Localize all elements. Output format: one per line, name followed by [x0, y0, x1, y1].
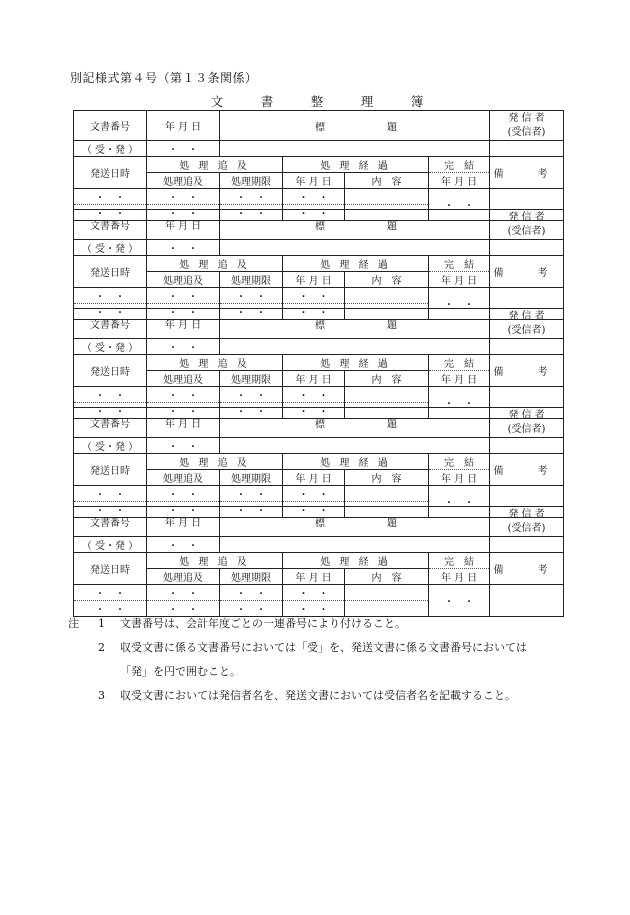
note-lead: 注 [68, 617, 79, 630]
tracking-date-value: ・ ・ [147, 387, 220, 403]
deadline-header: 処理期限 [220, 371, 283, 387]
sender-value [490, 141, 564, 157]
tracking-sub-header: 処理追及 [147, 371, 220, 387]
receiver-label: (受信者) [507, 225, 546, 237]
sender-header [490, 309, 564, 339]
title-char-b: 題 [387, 122, 397, 133]
process-history-header: 処 理 経 過 [283, 553, 429, 569]
remarks-header: 備 考 [490, 553, 564, 585]
history-date-value: ・ ・ [283, 304, 345, 320]
tracking-header: 処 理 追 及 [147, 454, 283, 470]
date-value: ・ ・ [147, 438, 220, 454]
tracking-sub-header: 処理追及 [147, 569, 220, 585]
sender-value [490, 339, 564, 355]
sender-label: 発 信 者 [508, 212, 545, 223]
tracking-date-value: ・ ・ [147, 502, 220, 518]
deadline-header: 処理期限 [220, 173, 283, 189]
note-3 [68, 684, 588, 708]
note-text: 「発」を円で囲むこと。 [120, 665, 241, 678]
deadline-date-value: ・ ・ [220, 502, 283, 518]
doc-number-header: 文書番号 [74, 111, 147, 141]
complete-date-header: 年 月 日 [429, 371, 490, 387]
tracking-date-value: ・ ・ [147, 288, 220, 304]
complete-date-value: ・ ・ [429, 387, 490, 419]
register-table [73, 308, 564, 419]
history-date-value: ・ ・ [283, 387, 345, 403]
sender-label: 発 信 者 [508, 311, 545, 322]
dispatch-date-value: ・ ・ [74, 403, 147, 419]
sender-header [490, 507, 564, 537]
history-date-value: ・ ・ [283, 601, 345, 617]
tracking-date-value: ・ ・ [147, 601, 220, 617]
register-block [73, 506, 563, 617]
complete-date-header: 年 月 日 [429, 173, 490, 189]
date-header: 年 月 日 [147, 507, 220, 537]
process-history-header: 処 理 経 過 [283, 256, 429, 272]
complete-date-header: 年 月 日 [429, 569, 490, 585]
receiver-label: (受信者) [507, 126, 546, 138]
doc-number-header: 文書番号 [74, 309, 147, 339]
tracking-date-value: ・ ・ [147, 403, 220, 419]
content-header: 内 容 [345, 272, 429, 288]
content-value [345, 486, 429, 502]
sender-label: 発 信 者 [508, 410, 545, 421]
register-block [73, 209, 563, 320]
history-date-value: ・ ・ [283, 205, 345, 221]
note-text: 文書番号は、会計年度ごとの一連番号により付けること。 [120, 617, 406, 630]
title-char: 簿 [410, 94, 424, 109]
tracking-header: 処 理 追 及 [147, 355, 283, 371]
content-value [345, 288, 429, 304]
remarks-header: 備 考 [490, 454, 564, 486]
title-char: 文 [210, 94, 224, 109]
doc-number-header: 文書番号 [74, 210, 147, 240]
note-number [98, 660, 120, 684]
history-date-value: ・ ・ [283, 189, 345, 205]
dispatch-date-value: ・ ・ [74, 387, 147, 403]
note-2-continued [68, 660, 588, 684]
receive-send-mark: （ 受・発 ） [74, 339, 147, 355]
register-block [73, 308, 563, 419]
complete-date-value: ・ ・ [429, 585, 490, 617]
dispatch-date-value: ・ ・ [74, 288, 147, 304]
title-char-a: 標 [315, 518, 325, 529]
title-char-a: 標 [315, 221, 325, 232]
register-table [73, 506, 564, 617]
note-number: 2 [98, 641, 105, 654]
dispatch-datetime-header: 発送日時 [74, 454, 147, 486]
complete-date-value: ・ ・ [429, 486, 490, 518]
dispatch-datetime-header: 発送日時 [74, 553, 147, 585]
dispatch-date-value: ・ ・ [74, 189, 147, 205]
deadline-header: 処理期限 [220, 470, 283, 486]
title-header [220, 507, 490, 537]
title-char: 書 [260, 94, 274, 109]
tracking-date-value: ・ ・ [147, 304, 220, 320]
tracking-sub-header: 処理追及 [147, 272, 220, 288]
receiver-label: (受信者) [507, 423, 546, 435]
history-date-header: 年 月 日 [283, 470, 345, 486]
sender-value [490, 537, 564, 553]
dispatch-datetime-header: 発送日時 [74, 157, 147, 189]
date-header: 年 月 日 [147, 309, 220, 339]
register-table [73, 110, 564, 221]
sender-label: 発 信 者 [508, 113, 545, 124]
notes [68, 612, 588, 708]
dispatch-date-value: ・ ・ [74, 585, 147, 601]
doc-number-header: 文書番号 [74, 408, 147, 438]
process-history-header: 処 理 経 過 [283, 355, 429, 371]
deadline-date-value: ・ ・ [220, 585, 283, 601]
complete-header: 完 結 [429, 355, 490, 371]
history-date-value: ・ ・ [283, 502, 345, 518]
doc-number-header: 文書番号 [74, 507, 147, 537]
tracking-header: 処 理 追 及 [147, 553, 283, 569]
note-1 [68, 612, 588, 636]
date-value: ・ ・ [147, 141, 220, 157]
dispatch-date-value: ・ ・ [74, 502, 147, 518]
tracking-sub-header: 処理追及 [147, 470, 220, 486]
deadline-date-value: ・ ・ [220, 387, 283, 403]
date-value: ・ ・ [147, 537, 220, 553]
content-header: 内 容 [345, 470, 429, 486]
complete-header: 完 結 [429, 553, 490, 569]
receiver-label: (受信者) [507, 324, 546, 336]
title-char-b: 題 [387, 518, 397, 529]
content-value [345, 387, 429, 403]
dispatch-datetime-header: 発送日時 [74, 355, 147, 387]
complete-date-value: ・ ・ [429, 189, 490, 221]
dispatch-date-value: ・ ・ [74, 304, 147, 320]
title-char-a: 標 [315, 122, 325, 133]
title-header [220, 111, 490, 141]
tracking-sub-header: 処理追及 [147, 173, 220, 189]
tracking-date-value: ・ ・ [147, 205, 220, 221]
deadline-date-value: ・ ・ [220, 601, 283, 617]
dispatch-date-value: ・ ・ [74, 601, 147, 617]
tracking-header: 処 理 追 及 [147, 157, 283, 173]
remarks-header: 備 考 [490, 157, 564, 189]
history-date-header: 年 月 日 [283, 371, 345, 387]
form-label: 別記様式第４号（第１３条関係） [70, 71, 258, 85]
receiver-label: (受信者) [507, 522, 546, 534]
date-header: 年 月 日 [147, 210, 220, 240]
title-char-b: 題 [387, 320, 397, 331]
note-text: 収受文書に係る文書番号においては「受」を、発送文書に係る文書番号においては [120, 641, 527, 654]
note-number: 1 [98, 617, 105, 630]
title-header [220, 210, 490, 240]
deadline-date-value: ・ ・ [220, 189, 283, 205]
complete-header: 完 結 [429, 157, 490, 173]
title-value [220, 141, 490, 157]
sender-value [490, 438, 564, 454]
sender-header [490, 111, 564, 141]
content-header: 内 容 [345, 173, 429, 189]
title-value [220, 240, 490, 256]
title-char-b: 題 [387, 419, 397, 430]
tracking-date-value: ・ ・ [147, 486, 220, 502]
deadline-date-value: ・ ・ [220, 486, 283, 502]
note-2 [68, 636, 588, 660]
history-date-value: ・ ・ [283, 486, 345, 502]
content-value [345, 585, 429, 601]
register-title [72, 92, 562, 110]
complete-header: 完 結 [429, 454, 490, 470]
title-value [220, 537, 490, 553]
title-char: 整 [310, 94, 324, 109]
sender-header [490, 210, 564, 240]
dispatch-date-value: ・ ・ [74, 205, 147, 221]
date-header: 年 月 日 [147, 111, 220, 141]
complete-date-header: 年 月 日 [429, 470, 490, 486]
register-table [73, 407, 564, 518]
note-number: 3 [98, 689, 105, 702]
title-header [220, 408, 490, 438]
content-header: 内 容 [345, 371, 429, 387]
title-char-b: 題 [387, 221, 397, 232]
history-date-header: 年 月 日 [283, 569, 345, 585]
content-header: 内 容 [345, 569, 429, 585]
dispatch-datetime-header: 発送日時 [74, 256, 147, 288]
receive-send-mark: （ 受・発 ） [74, 537, 147, 553]
content-value [345, 189, 429, 205]
receive-send-mark: （ 受・発 ） [74, 141, 147, 157]
deadline-date-value: ・ ・ [220, 205, 283, 221]
history-date-header: 年 月 日 [283, 272, 345, 288]
sender-label: 発 信 者 [508, 509, 545, 520]
register-block [73, 407, 563, 518]
deadline-date-value: ・ ・ [220, 288, 283, 304]
complete-date-value: ・ ・ [429, 288, 490, 320]
register-block [73, 110, 563, 221]
deadline-date-value: ・ ・ [220, 304, 283, 320]
process-history-header: 処 理 経 過 [283, 454, 429, 470]
register-table [73, 209, 564, 320]
sender-value [490, 240, 564, 256]
title-char: 理 [360, 94, 374, 109]
title-value [220, 438, 490, 454]
date-header: 年 月 日 [147, 408, 220, 438]
tracking-header: 処 理 追 及 [147, 256, 283, 272]
remarks-header: 備 考 [490, 355, 564, 387]
date-value: ・ ・ [147, 339, 220, 355]
deadline-date-value: ・ ・ [220, 403, 283, 419]
tracking-date-value: ・ ・ [147, 189, 220, 205]
history-date-value: ・ ・ [283, 585, 345, 601]
history-date-header: 年 月 日 [283, 173, 345, 189]
sender-header [490, 408, 564, 438]
note-text: 収受文書においては発信者名を、発送文書においては受信者名を記載すること。 [120, 689, 516, 702]
deadline-header: 処理期限 [220, 569, 283, 585]
history-date-value: ・ ・ [283, 288, 345, 304]
receive-send-mark: （ 受・発 ） [74, 438, 147, 454]
title-header [220, 309, 490, 339]
dispatch-date-value: ・ ・ [74, 486, 147, 502]
title-value [220, 339, 490, 355]
history-date-value: ・ ・ [283, 403, 345, 419]
date-value: ・ ・ [147, 240, 220, 256]
complete-header: 完 結 [429, 256, 490, 272]
complete-date-header: 年 月 日 [429, 272, 490, 288]
tracking-date-value: ・ ・ [147, 585, 220, 601]
deadline-header: 処理期限 [220, 272, 283, 288]
title-char-a: 標 [315, 419, 325, 430]
title-char-a: 標 [315, 320, 325, 331]
receive-send-mark: （ 受・発 ） [74, 240, 147, 256]
remarks-header: 備 考 [490, 256, 564, 288]
process-history-header: 処 理 経 過 [283, 157, 429, 173]
